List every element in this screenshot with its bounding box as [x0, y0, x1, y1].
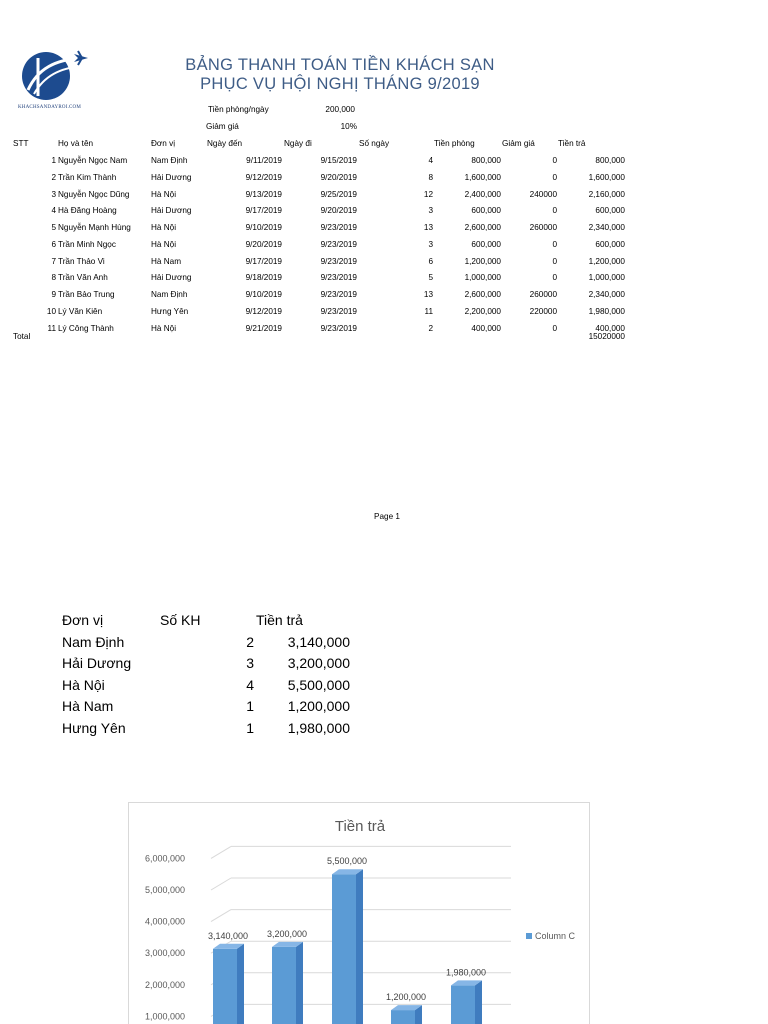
table-cell-departure: 9/15/2019 — [320, 156, 357, 165]
room-rate-label: Tiền phòng/ngày — [208, 105, 269, 114]
chart-side-gridline — [211, 878, 231, 890]
bar-front — [272, 947, 296, 1024]
table-cell-room-cost: 1,200,000 — [464, 256, 501, 266]
table-cell-unit: Nam Định — [151, 156, 188, 165]
table-cell-departure: 9/23/2019 — [320, 306, 357, 316]
table-cell-unit: Hải Dương — [151, 172, 192, 182]
table-cell-departure: 9/23/2019 — [320, 256, 357, 266]
summary-unit: Nam Định — [62, 633, 125, 650]
table-cell-stt: 7 — [51, 256, 56, 266]
table-cell-stt: 6 — [51, 239, 56, 249]
table-cell-unit: Hải Dương — [151, 206, 192, 216]
table-cell-arrival: 9/21/2019 — [245, 323, 282, 333]
legend-label: Column C — [535, 931, 576, 941]
bar-front — [391, 1010, 415, 1024]
table-cell-pay: 800,000 — [595, 156, 625, 165]
table-cell-name: Trần Minh Ngọc — [58, 239, 116, 249]
table-cell-name: Nguyễn Ngọc Nam — [58, 156, 128, 165]
table-cell-stt: 11 — [47, 323, 56, 333]
table-cell-departure: 9/23/2019 — [320, 290, 357, 299]
table-cell-room-cost: 600,000 — [471, 206, 501, 216]
table-cell-pay: 400,000 — [595, 323, 625, 333]
table-cell-discount: 0 — [552, 323, 557, 333]
col-header-discount: Giảm giá — [502, 139, 535, 148]
table-cell-discount: 0 — [552, 172, 557, 182]
table-cell-pay: 1,600,000 — [588, 172, 625, 182]
y-tick-label: 5,000,000 — [144, 885, 185, 895]
table-cell-stt: 8 — [51, 273, 56, 283]
summary-pay: 1,980,000 — [287, 719, 350, 736]
logo-brand-text: KHACHSANDAYROI.COM — [18, 105, 82, 110]
table-cell-room-cost: 400,000 — [471, 323, 501, 333]
table-cell-room-cost: 1,000,000 — [464, 273, 501, 283]
table-cell-stt: 4 — [51, 206, 56, 216]
col-header-unit: Đơn vị — [151, 139, 176, 148]
col-header-pay: Tiền trả — [558, 139, 586, 148]
y-tick-label: 2,000,000 — [144, 979, 185, 990]
table-cell-room-cost: 800,000 — [471, 156, 501, 165]
table-cell-days: 12 — [423, 189, 433, 199]
table-cell-arrival: 9/17/2019 — [245, 256, 282, 266]
table-cell-discount: 0 — [552, 239, 557, 249]
col-header-arrival: Ngày đến — [207, 139, 243, 148]
table-cell-pay: 600,000 — [595, 206, 625, 216]
table-cell-room-cost: 2,200,000 — [464, 306, 501, 316]
table-cell-room-cost: 600,000 — [471, 239, 501, 249]
bar-data-label: 1,200,000 — [385, 992, 427, 1003]
bar-front — [332, 874, 356, 1024]
table-cell-days: 6 — [428, 256, 433, 266]
table-cell-room-cost: 2,600,000 — [464, 290, 501, 299]
pay-chart-svg — [129, 803, 590, 1024]
col-header-stt: STT — [13, 139, 29, 148]
summary-unit: Hưng Yên — [62, 719, 126, 736]
table-cell-discount: 240000 — [529, 189, 557, 199]
bar-side — [356, 869, 363, 1024]
table-cell-name: Hà Đăng Hoàng — [58, 206, 117, 216]
summary-unit: Hải Dương — [62, 655, 132, 672]
table-cell-stt: 3 — [51, 189, 56, 199]
table-cell-arrival: 9/12/2019 — [245, 306, 282, 316]
bar-data-label: 1,980,000 — [445, 967, 487, 978]
table-cell-days: 3 — [428, 206, 433, 216]
table-cell-stt: 10 — [46, 306, 56, 316]
chart-side-gridline — [211, 846, 231, 858]
logo-globe-plane-icon — [14, 48, 92, 106]
summary-count: 3 — [246, 655, 254, 672]
summary-pay: 1,200,000 — [287, 698, 350, 715]
summary-count: 2 — [246, 633, 254, 650]
summary-header-pay: Tiền trả — [256, 612, 303, 628]
legend-swatch — [526, 933, 532, 939]
table-cell-unit: Hưng Yên — [151, 306, 189, 316]
table-cell-arrival: 9/10/2019 — [245, 223, 282, 232]
table-cell-days: 4 — [428, 156, 433, 165]
table-cell-pay: 1,200,000 — [588, 256, 625, 266]
bar-side — [237, 944, 244, 1024]
table-cell-name: Lý Công Thành — [58, 323, 114, 333]
table-cell-arrival: 9/13/2019 — [245, 189, 282, 199]
table-cell-arrival: 9/17/2019 — [245, 206, 282, 216]
table-cell-departure: 9/25/2019 — [320, 189, 357, 199]
table-cell-name: Trần Thảo Vi — [58, 256, 105, 266]
room-rate-value: 200,000 — [325, 105, 355, 114]
table-cell-discount: 0 — [552, 156, 557, 165]
table-cell-days: 3 — [428, 239, 433, 249]
table-cell-room-cost: 1,600,000 — [464, 172, 501, 182]
table-cell-pay: 2,340,000 — [588, 290, 625, 299]
summary-unit: Hà Nội — [62, 676, 105, 693]
table-cell-name: Trần Bảo Trung — [58, 290, 115, 299]
summary-header-count: Số KH — [160, 612, 201, 628]
page-title-line2: PHỤC VỤ HỘI NGHỊ THÁNG 9/2019 — [200, 75, 480, 93]
table-cell-arrival: 9/20/2019 — [245, 239, 282, 249]
bar-data-label: 5,500,000 — [326, 856, 368, 867]
table-cell-name: Trần Kim Thành — [58, 172, 117, 182]
page-title-line1: BẢNG THANH TOÁN TIỀN KHÁCH SẠN — [185, 56, 495, 74]
table-cell-discount: 0 — [552, 206, 557, 216]
table-cell-pay: 1,980,000 — [588, 306, 625, 316]
page-number-label: Page 1 — [374, 512, 400, 521]
bar-data-label: 3,140,000 — [207, 930, 249, 941]
table-cell-departure: 9/20/2019 — [320, 172, 357, 182]
col-header-departure: Ngày đi — [284, 139, 312, 148]
table-cell-days: 2 — [428, 323, 433, 333]
col-header-name: Họ và tên — [58, 139, 94, 148]
y-tick-label: 6,000,000 — [144, 853, 185, 864]
table-cell-days: 13 — [423, 223, 433, 232]
table-cell-name: Lý Văn Kiên — [58, 306, 103, 316]
summary-count: 1 — [246, 719, 254, 736]
table-cell-discount: 260000 — [529, 290, 557, 299]
table-cell-room-cost: 2,400,000 — [464, 189, 501, 199]
table-cell-discount: 260000 — [529, 223, 557, 232]
summary-count: 1 — [246, 698, 254, 715]
chart-side-gridline — [211, 910, 231, 922]
discount-value: 10% — [340, 122, 357, 131]
table-cell-departure: 9/23/2019 — [320, 323, 357, 333]
table-cell-departure: 9/20/2019 — [320, 206, 357, 216]
table-cell-departure: 9/23/2019 — [320, 273, 357, 283]
bar-front — [213, 949, 237, 1024]
table-cell-discount: 0 — [552, 273, 557, 283]
table-cell-stt: 5 — [51, 223, 56, 232]
bar-side — [475, 980, 482, 1024]
pay-chart — [128, 802, 590, 1024]
table-cell-room-cost: 2,600,000 — [464, 223, 501, 232]
summary-pay: 3,200,000 — [287, 655, 350, 672]
table-cell-unit: Hà Nam — [151, 256, 182, 266]
summary-pay: 3,140,000 — [287, 633, 350, 650]
table-cell-pay: 1,000,000 — [588, 273, 625, 283]
table-cell-stt: 9 — [51, 290, 56, 299]
y-tick-label: 4,000,000 — [144, 916, 185, 927]
table-cell-unit: Hà Nội — [151, 223, 177, 232]
table-cell-unit: Hà Nội — [151, 323, 177, 333]
total-label: Total — [13, 332, 31, 341]
table-cell-stt: 2 — [51, 172, 56, 182]
table-cell-unit: Nam Định — [151, 290, 188, 299]
y-tick-label: 3,000,000 — [144, 948, 185, 959]
discount-label: Giảm giá — [206, 122, 239, 131]
table-cell-discount: 220000 — [529, 306, 557, 316]
summary-pay: 5,500,000 — [287, 676, 350, 693]
table-cell-pay: 2,160,000 — [588, 189, 625, 199]
summary-count: 4 — [246, 676, 254, 693]
total-value: 15020000 — [588, 332, 625, 341]
table-cell-unit: Hải Dương — [151, 273, 192, 283]
table-cell-arrival: 9/10/2019 — [245, 290, 282, 299]
table-cell-unit: Hà Nội — [151, 239, 177, 249]
col-header-days: Số ngày — [359, 139, 390, 148]
table-cell-days: 13 — [423, 290, 433, 299]
table-cell-days: 8 — [428, 172, 433, 182]
col-header-room-cost: Tiền phòng — [434, 139, 475, 148]
chart-title: Tiền trả — [334, 818, 386, 835]
table-cell-arrival: 9/11/2019 — [246, 156, 282, 165]
table-cell-unit: Hà Nội — [151, 189, 177, 199]
table-cell-arrival: 9/18/2019 — [245, 273, 282, 283]
y-tick-label: 1,000,000 — [144, 1011, 185, 1022]
table-cell-name: Trần Văn Anh — [58, 273, 108, 283]
table-cell-pay: 2,340,000 — [588, 223, 625, 232]
table-cell-pay: 600,000 — [595, 239, 625, 249]
bar-front — [451, 985, 475, 1024]
bar-data-label: 3,200,000 — [266, 928, 308, 939]
table-cell-name: Nguyễn Mạnh Hùng — [58, 223, 131, 232]
bar-side — [296, 942, 303, 1024]
table-cell-stt: 1 — [51, 156, 56, 165]
summary-header-unit: Đơn vị — [62, 612, 104, 628]
table-cell-departure: 9/23/2019 — [320, 223, 357, 232]
table-cell-arrival: 9/12/2019 — [245, 172, 282, 182]
table-cell-name: Nguyễn Ngọc Dũng — [58, 189, 130, 199]
table-cell-departure: 9/23/2019 — [320, 239, 357, 249]
summary-unit: Hà Nam — [62, 698, 114, 715]
table-cell-days: 5 — [428, 273, 433, 283]
company-logo — [14, 48, 110, 116]
table-cell-discount: 0 — [552, 256, 557, 266]
table-cell-days: 11 — [424, 306, 433, 316]
